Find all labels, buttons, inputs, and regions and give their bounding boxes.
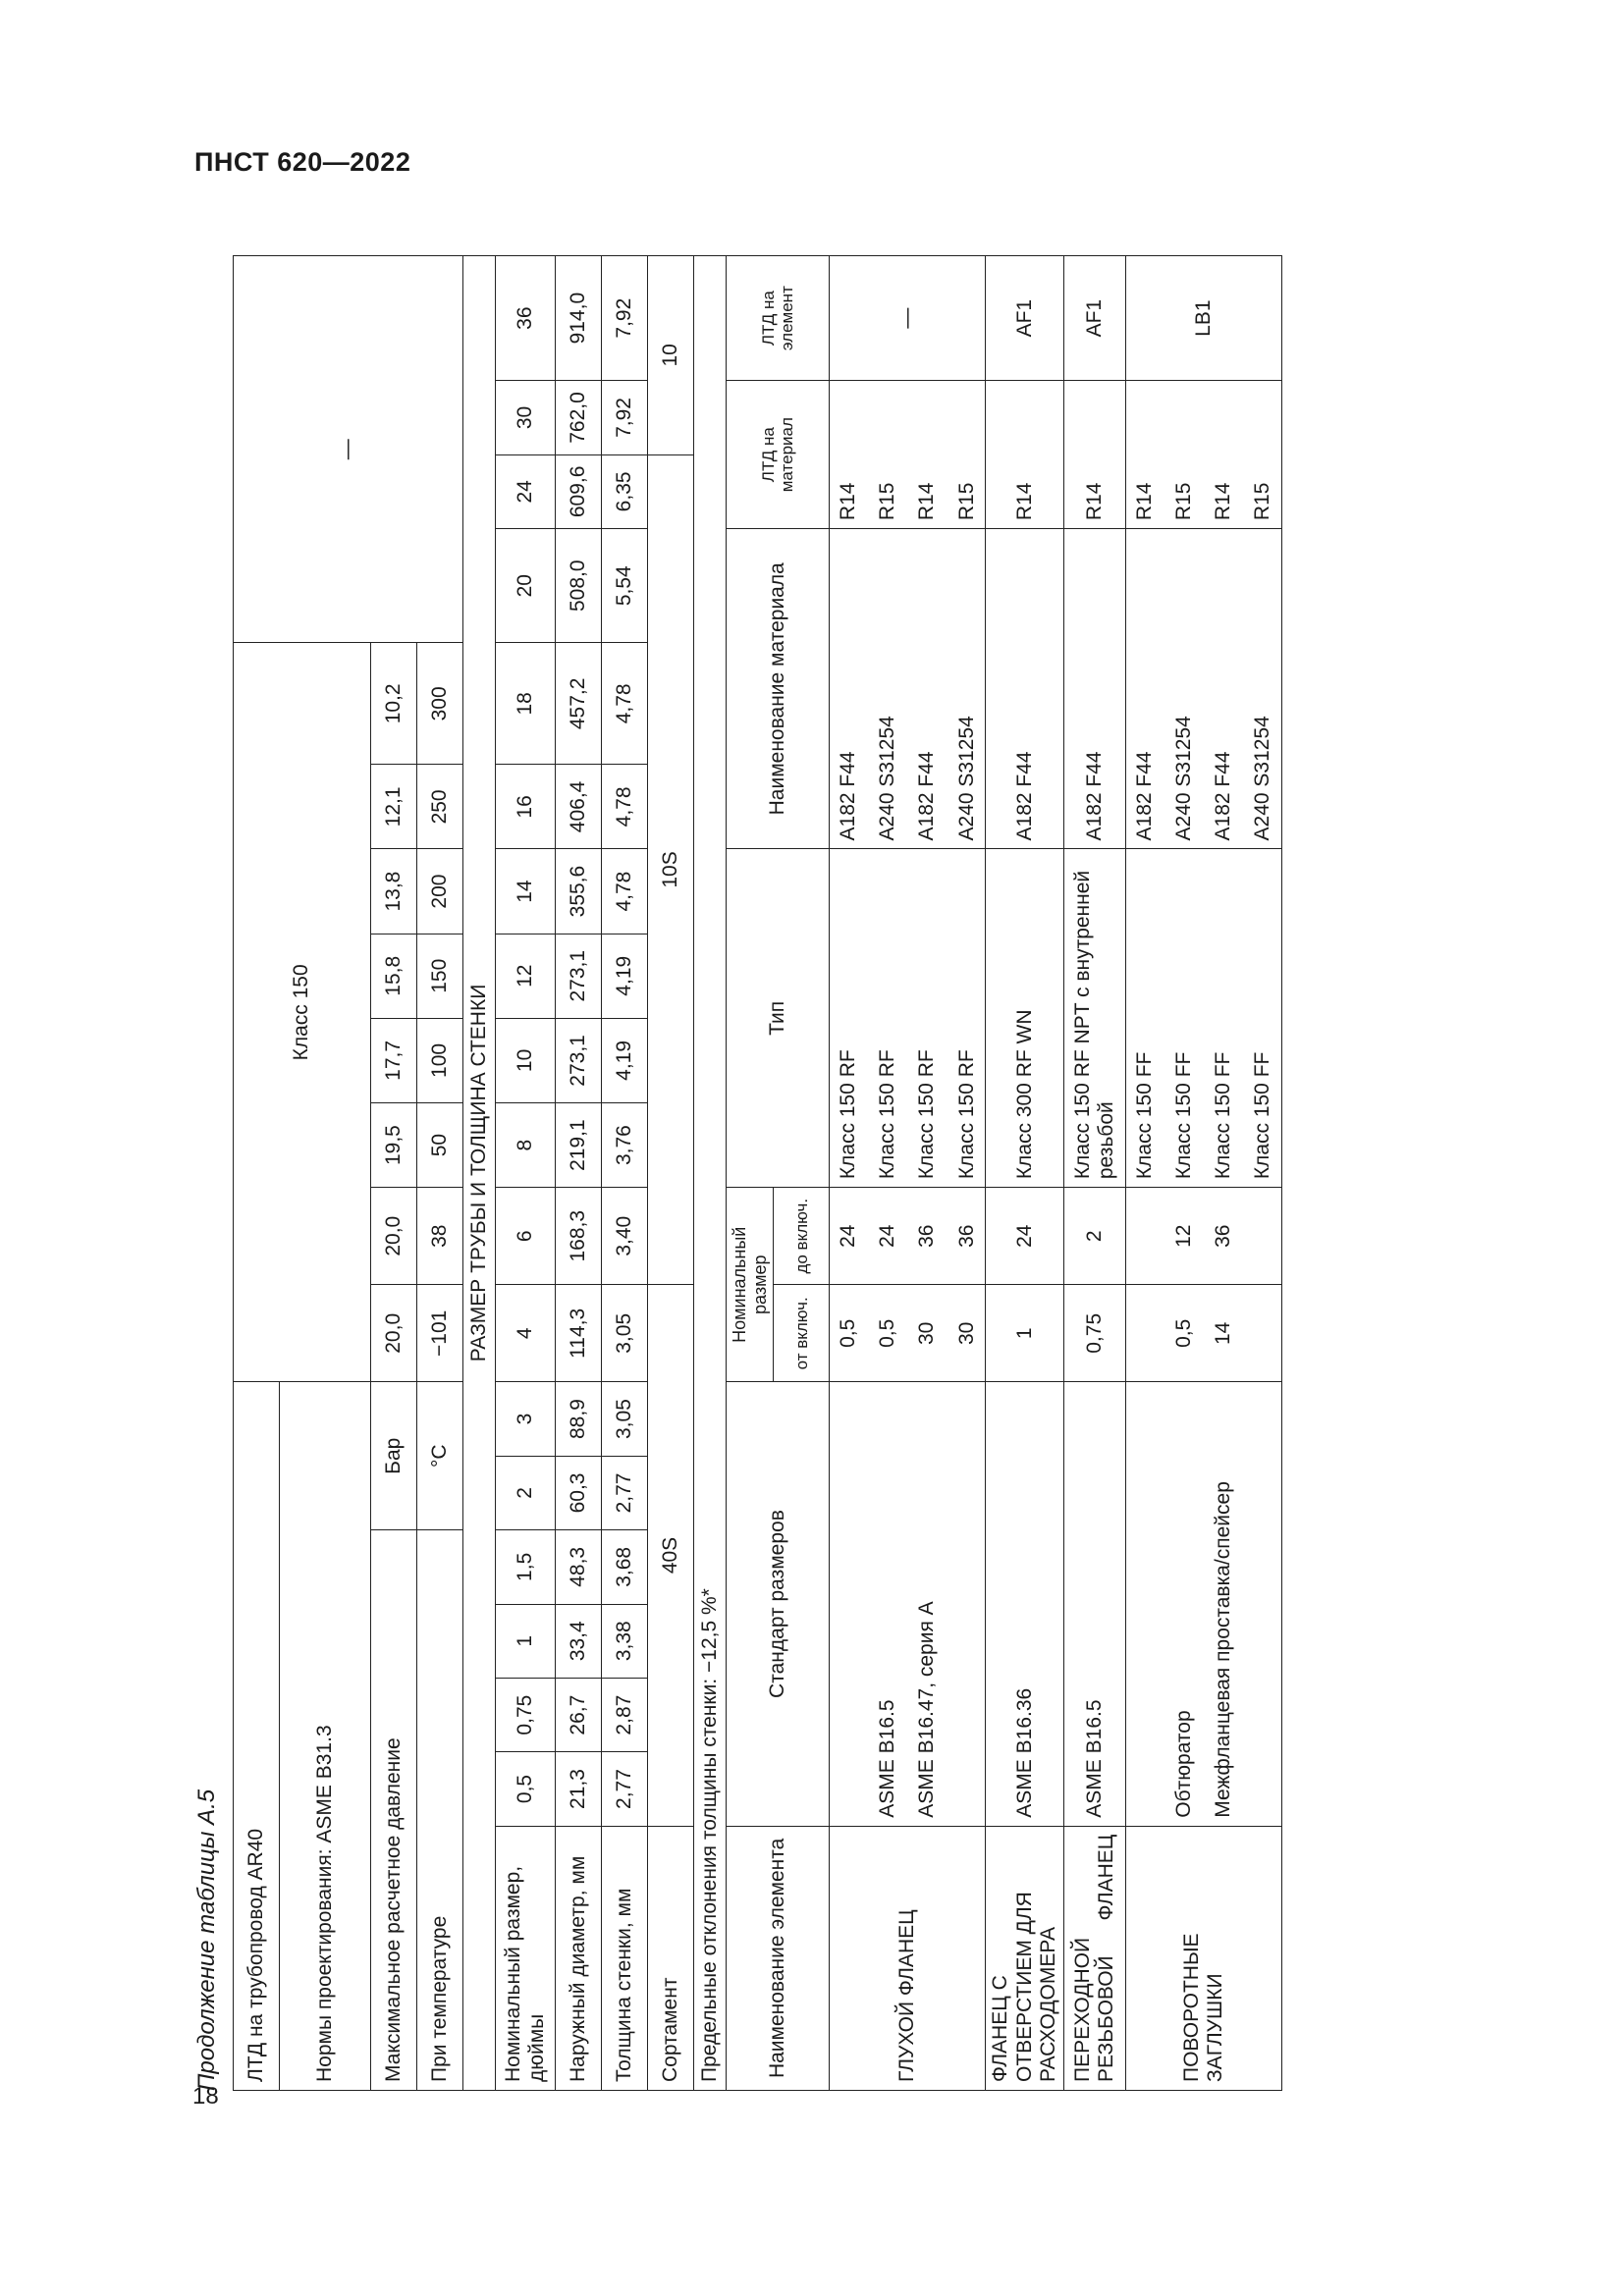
nominal-size-cell: 8	[496, 1103, 556, 1188]
material-value: A240 S31254	[876, 716, 899, 841]
schedule-row	[648, 256, 694, 2091]
material-cell	[1125, 529, 1281, 849]
ltd-material-cell: R14	[1063, 381, 1125, 529]
element-group-orifice-flange	[986, 256, 1063, 2091]
standard-item: ASME B16.47, серия А	[915, 1601, 939, 1818]
header-ltd-element: ЛТД на элемент	[727, 256, 830, 381]
outer-diameter-cell: 508,0	[556, 529, 602, 643]
material-value: A240 S31254	[1250, 716, 1273, 841]
element-name: ПОВОРОТНЫЕ ЗАГЛУШКИ	[1125, 1826, 1281, 2090]
nominal-size-cell: 10	[496, 1018, 556, 1102]
ltd-material-value: R14	[1211, 482, 1234, 521]
wall-thickness-cell: 7,92	[602, 381, 648, 454]
temperature-value: −101	[417, 1285, 463, 1382]
design-code-label: Нормы проектирования: ASME B31.3	[280, 1382, 371, 2091]
nominal-size-cell: 2	[496, 1456, 556, 1529]
temperature-value: 38	[417, 1188, 463, 1285]
outer-diameter-cell: 609,6	[556, 454, 602, 528]
outer-diameter-cell: 26,7	[556, 1678, 602, 1751]
from-cell: 0,75	[1063, 1285, 1125, 1382]
nominal-size-cell: 14	[496, 849, 556, 934]
type-cell: Класс 300 RF WN	[986, 849, 1063, 1188]
pipeline-label: ЛТД на трубопровод AR40	[234, 1382, 280, 2091]
wall-thickness-cell: 2,87	[602, 1678, 648, 1751]
ltd-material-cell: R14	[986, 381, 1063, 529]
to-value: 36	[954, 1224, 978, 1248]
max-pressure-label: Максимальное расчетное давление	[371, 1530, 417, 2091]
wall-thickness-cell: 7,92	[602, 256, 648, 381]
wall-thickness-cell: 3,05	[602, 1382, 648, 1456]
from-value: 14	[1211, 1321, 1234, 1345]
nominal-size-cell: 3	[496, 1382, 556, 1456]
temp-label: При температуре	[417, 1530, 463, 2091]
to-cell	[1125, 1188, 1281, 1285]
size-section-title: РАЗМЕР ТРУБЫ И ТОЛЩИНА СТЕНКИ	[463, 256, 496, 2091]
outer-diameter-cell: 219,1	[556, 1103, 602, 1188]
ltd-material-value: R15	[1250, 482, 1273, 521]
pressure-unit: Бар	[371, 1382, 417, 1530]
tolerance-note: Предельные отклонения толщины стенки: −12,5 %*	[694, 256, 727, 2091]
standards-cell	[1125, 1382, 1281, 1826]
type-value: Класс 150 RF	[876, 1049, 899, 1180]
to-cell: 24	[986, 1188, 1063, 1285]
wall-thickness-cell: 3,68	[602, 1530, 648, 1604]
to-cell	[830, 1188, 986, 1285]
material-value: A182 F44	[915, 751, 939, 841]
schedule-cell: 10S	[648, 454, 694, 1285]
pipeline-row	[234, 256, 280, 2091]
element-group-blind-flange	[830, 256, 986, 2091]
ltd-material-cell	[1125, 381, 1281, 529]
type-value: Класс 150 FF	[1132, 1051, 1156, 1180]
nominal-size-cell: 36	[496, 256, 556, 381]
element-name: ГЛУХОЙ ФЛАНЕЦ	[830, 1826, 986, 2090]
material-cell: A182 F44	[986, 529, 1063, 849]
wall-thickness-cell: 3,38	[602, 1604, 648, 1678]
nominal-size-cell: 12	[496, 934, 556, 1018]
ltd-material-value: R15	[954, 482, 978, 521]
ltd-material-value: R15	[1171, 482, 1195, 521]
element-group-spectacle-blinds	[1125, 256, 1281, 2091]
header-dimension-standard: Стандарт размеров	[727, 1382, 830, 1826]
element-name: ФЛАНЕЦ С ОТВЕРСТИЕМ ДЛЯ РАСХОДОМЕРА	[986, 1826, 1063, 2090]
nominal-size-cell: 1	[496, 1604, 556, 1678]
wall-thickness-cell: 4,78	[602, 849, 648, 934]
wall-thickness-cell: 5,54	[602, 529, 648, 643]
material-value: A182 F44	[837, 751, 860, 841]
pressure-value: 19,5	[371, 1103, 417, 1188]
standard-item: ASME B16.5	[876, 1699, 899, 1818]
standard-item: Обтюратор	[1171, 1710, 1195, 1818]
standard-item: Межфланцевая проставка/спейсер	[1211, 1481, 1234, 1818]
outer-diameter-cell: 762,0	[556, 381, 602, 454]
ltd-element-value: AF1	[986, 256, 1063, 381]
outer-diameter-cell: 914,0	[556, 256, 602, 381]
header-type: Тип	[727, 849, 830, 1188]
wall-thickness-label: Толщина стенки, мм	[602, 1826, 648, 2090]
wall-thickness-cell: 4,78	[602, 643, 648, 765]
nominal-size-cell: 16	[496, 765, 556, 849]
temperature-value: 300	[417, 643, 463, 765]
document-code: ПНСТ 620—2022	[194, 147, 411, 177]
header-to: до включ.	[774, 1188, 830, 1285]
ltd-element-value: AF1	[1063, 256, 1125, 381]
to-value: 12	[1171, 1224, 1195, 1248]
outer-diameter-cell: 33,4	[556, 1604, 602, 1678]
to-value: 36	[1211, 1224, 1234, 1248]
outer-diameter-cell: 457,2	[556, 643, 602, 765]
size-section-row	[463, 256, 496, 2091]
type-value: Класс 150 RF	[837, 1049, 860, 1180]
outer-diameter-cell: 273,1	[556, 934, 602, 1018]
outer-diameter-row	[556, 256, 602, 2091]
wall-thickness-cell: 3,05	[602, 1285, 648, 1382]
class-label: Класс 150	[234, 643, 371, 1382]
nominal-size-cell: 0,5	[496, 1752, 556, 1826]
temp-unit: °С	[417, 1382, 463, 1530]
pipe-spec-table	[233, 255, 1282, 2091]
material-value: A240 S31254	[954, 716, 978, 841]
type-cell: Класс 150 RF NPT с внутренней резьбой	[1063, 849, 1125, 1188]
rotated-table-area	[187, 196, 1404, 2091]
outer-diameter-cell: 273,1	[556, 1018, 602, 1102]
to-value: 24	[837, 1224, 860, 1248]
nominal-size-cell: 20	[496, 529, 556, 643]
page-number: 18	[192, 2083, 219, 2109]
wall-thickness-cell: 4,78	[602, 765, 648, 849]
material-value: A240 S31254	[1171, 716, 1195, 841]
material-value: A182 F44	[1132, 751, 1156, 841]
standards-cell: ASME B16.5	[1063, 1382, 1125, 1826]
nominal-size-cell: 24	[496, 454, 556, 528]
nominal-size-cell: 0,75	[496, 1678, 556, 1751]
wall-thickness-cell: 2,77	[602, 1752, 648, 1826]
header-ltd-material: ЛТД на материал	[727, 381, 830, 529]
wall-thickness-cell: 2,77	[602, 1456, 648, 1529]
from-value: 0,5	[837, 1318, 860, 1348]
elements-header-row	[727, 256, 774, 2091]
to-value: 24	[876, 1224, 899, 1248]
element-group-threaded-flange	[1063, 256, 1125, 2091]
outer-diameter-cell: 406,4	[556, 765, 602, 849]
outer-diameter-cell: 355,6	[556, 849, 602, 934]
header-element-name: Наименование элемента	[727, 1826, 830, 2090]
standards-cell: ASME B16.36	[986, 1382, 1063, 1826]
pressure-value: 15,8	[371, 934, 417, 1018]
wall-thickness-cell: 3,76	[602, 1103, 648, 1188]
temperature-value: 50	[417, 1103, 463, 1188]
ltd-material-value: R14	[837, 482, 860, 521]
wall-thickness-cell: 4,19	[602, 1018, 648, 1102]
from-value: 0,5	[1171, 1318, 1195, 1348]
table-caption: Продолжение таблицы А.5	[193, 1789, 220, 2091]
to-value: 36	[915, 1224, 939, 1248]
dash-cell: —	[234, 256, 463, 643]
header-nominal-size: Номинальный размер	[727, 1188, 774, 1382]
wall-thickness-cell: 3,40	[602, 1188, 648, 1285]
nominal-size-cell: 6	[496, 1188, 556, 1285]
pressure-value: 17,7	[371, 1018, 417, 1102]
ltd-material-value: R15	[876, 482, 899, 521]
material-value: A182 F44	[1211, 751, 1234, 841]
schedule-cell: 10	[648, 256, 694, 455]
temperature-value: 250	[417, 765, 463, 849]
material-cell: A182 F44	[1063, 529, 1125, 849]
material-cell	[830, 529, 986, 849]
nominal-size-cell: 18	[496, 643, 556, 765]
type-value: Класс 150 RF	[915, 1049, 939, 1180]
outer-diameter-cell: 21,3	[556, 1752, 602, 1826]
from-value: 0,5	[876, 1318, 899, 1348]
ltd-element-value: LB1	[1125, 256, 1281, 381]
nominal-size-row	[496, 256, 556, 2091]
nominal-size-label: Номинальный размер, дюймы	[496, 1826, 556, 2090]
outer-diameter-cell: 48,3	[556, 1530, 602, 1604]
nominal-size-cell: 30	[496, 381, 556, 454]
standards-cell	[830, 1382, 986, 1826]
outer-diameter-cell: 88,9	[556, 1382, 602, 1456]
header-material-name: Наименование материала	[727, 529, 830, 849]
ltd-material-value: R14	[1132, 482, 1156, 521]
wall-thickness-cell: 6,35	[602, 454, 648, 528]
outer-diameter-cell: 168,3	[556, 1188, 602, 1285]
type-value: Класс 150 FF	[1250, 1051, 1273, 1180]
wall-thickness-row	[602, 256, 648, 2091]
pressure-value: 20,0	[371, 1188, 417, 1285]
from-value: 30	[915, 1321, 939, 1345]
schedule-cell: 40S	[648, 1285, 694, 1826]
outer-diameter-cell: 114,3	[556, 1285, 602, 1382]
temperature-value: 150	[417, 934, 463, 1018]
type-cell	[1125, 849, 1281, 1188]
to-cell: 2	[1063, 1188, 1125, 1285]
tolerance-row	[694, 256, 727, 2091]
from-cell	[1125, 1285, 1281, 1382]
nominal-size-cell: 1,5	[496, 1530, 556, 1604]
element-name: ПЕРЕХОДНОЙ РЕЗЬБОВОЙ ФЛАНЕЦ	[1063, 1826, 1125, 2090]
type-value: Класс 150 FF	[1211, 1051, 1234, 1180]
pressure-value: 20,0	[371, 1285, 417, 1382]
wall-thickness-cell: 4,19	[602, 934, 648, 1018]
from-cell: 1	[986, 1285, 1063, 1382]
temperature-value: 200	[417, 849, 463, 934]
pressure-value: 13,8	[371, 849, 417, 934]
pressure-value: 10,2	[371, 643, 417, 765]
outer-diameter-cell: 60,3	[556, 1456, 602, 1529]
ltd-material-value: R14	[915, 482, 939, 521]
from-value: 30	[954, 1321, 978, 1345]
type-cell	[830, 849, 986, 1188]
header-from: от включ.	[774, 1285, 830, 1382]
ltd-element-value: —	[830, 256, 986, 381]
schedule-label: Сортамент	[648, 1826, 694, 2090]
ltd-material-cell	[830, 381, 986, 529]
type-value: Класс 150 FF	[1171, 1051, 1195, 1180]
nominal-size-cell: 4	[496, 1285, 556, 1382]
temperature-value: 100	[417, 1018, 463, 1102]
from-cell	[830, 1285, 986, 1382]
type-value: Класс 150 RF	[954, 1049, 978, 1180]
pressure-value: 12,1	[371, 765, 417, 849]
outer-diameter-label: Наружный диаметр, мм	[556, 1826, 602, 2090]
